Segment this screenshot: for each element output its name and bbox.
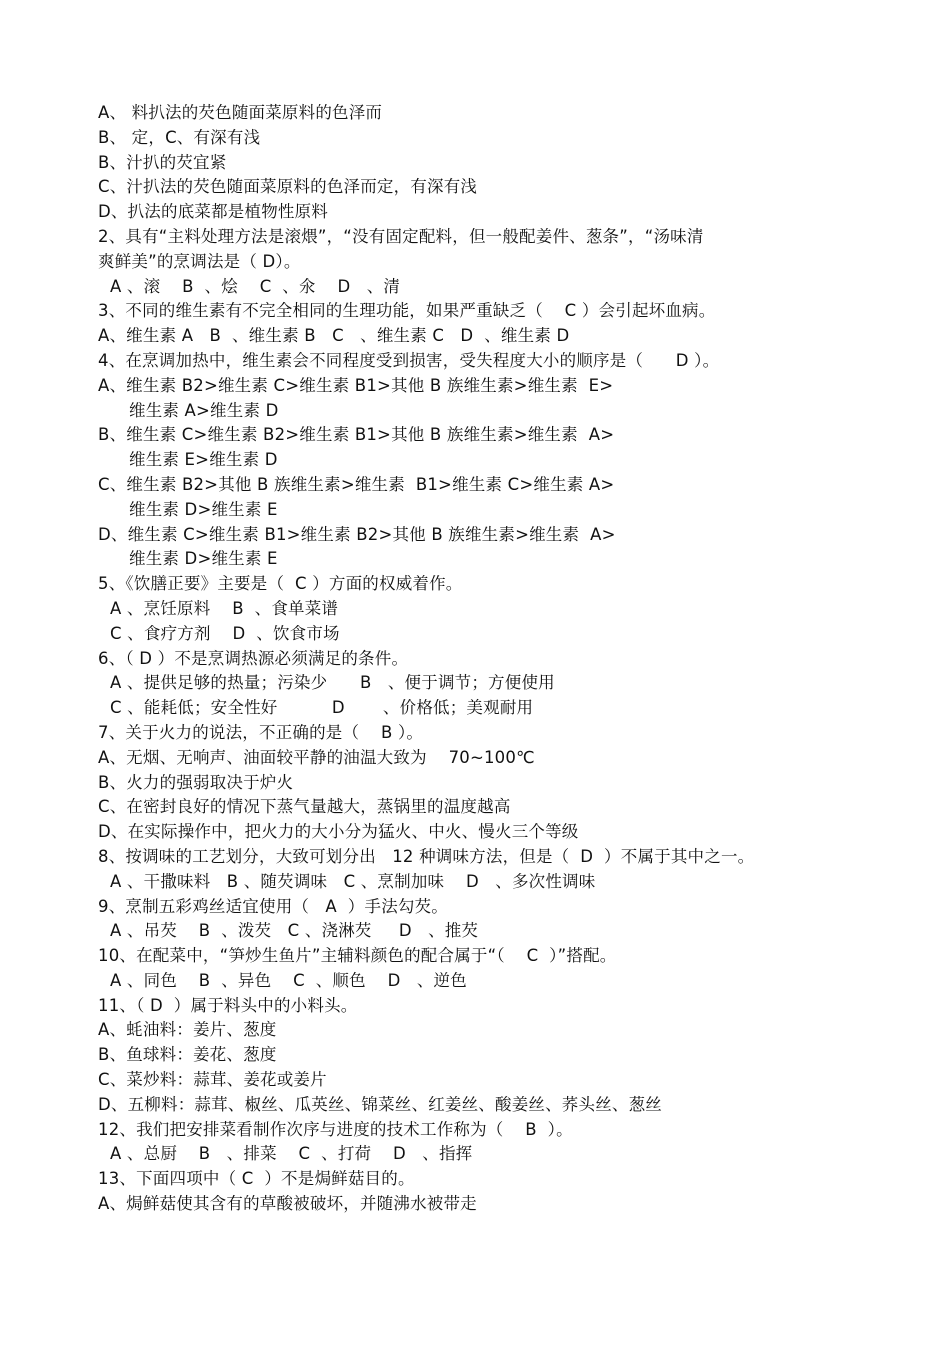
answer-option: A、无烟、无响声、油面较平静的油温大致为 70~100℃	[98, 747, 535, 767]
question-text: 5、《饮膳正要》主要是（ C ）方面的权威着作。	[98, 574, 463, 594]
answer-option-continued: 维生素 D>维生素 E	[129, 499, 278, 519]
answer-option-continued: 维生素 E>维生素 D	[129, 450, 278, 470]
question-text: 12、我们把安排菜看制作次序与进度的技术工作称为（ B ）。	[98, 1119, 573, 1139]
text-line: A、 料扒法的芡色随面菜原料的色泽而	[98, 103, 383, 122]
answer-options: A 、烹饪原料 B 、食单菜谱	[110, 598, 339, 618]
question-text: 9、烹制五彩鸡丝适宜使用（ A ）手法勾芡。	[98, 896, 449, 916]
answer-option-continued: 维生素 D>维生素 E	[129, 549, 278, 569]
answer-options: A 、总厨 B 、排菜 C 、打荷 D 、指挥	[110, 1144, 473, 1164]
answer-option: B、火力的强弱取决于炉火	[98, 772, 294, 792]
answer-options: A 、干撒味料 B 、随芡调味 C 、烹制加味 D 、多次性调味	[110, 871, 596, 891]
text-line: C、汁扒法的芡色随面菜原料的色泽而定，有深有浅	[98, 177, 478, 197]
question-text: 6、（ D ）不是烹调热源必须满足的条件。	[98, 648, 409, 668]
question-list	[98, 101, 878, 1217]
question-text: 2、具有“主料处理方法是滚煨”，“没有固定配料，但一般配姜件、葱条”，“汤味清	[98, 226, 704, 246]
answer-option: C、维生素 B2>其他 B 族维生素>维生素 B1>维生素 C>维生素 A>	[98, 474, 615, 494]
text-line: B、 定，C、有深有浅	[98, 127, 261, 147]
answer-options: A 、滚 B 、烩 C 、氽 D 、清	[110, 276, 401, 296]
answer-options: A 、吊芡 B 、泼芡 C 、浇淋芡 D 、推芡	[110, 921, 479, 941]
answer-option-continued: 维生素 A>维生素 D	[129, 400, 279, 420]
text-line: B、汁扒的芡宜紧	[98, 152, 227, 172]
answer-options: A 、提供足够的热量；污染少 B 、便于调节；方便使用	[110, 673, 555, 693]
answer-option: D、维生素 C>维生素 B1>维生素 B2>其他 B 族维生素>维生素 A>	[98, 524, 616, 544]
answer-options: A 、同色 B 、异色 C 、顺色 D 、逆色	[110, 970, 467, 990]
text-line: D、扒法的底菜都是植物性原料	[98, 202, 329, 222]
question-text: 10、在配菜中，“笋炒生鱼片”主辅料颜色的配合属于“（ C ）”搭配。	[98, 946, 617, 966]
answer-option: A、焗鲜菇使其含有的草酸被破坏，并随沸水被带走	[98, 1194, 477, 1214]
answer-option: C、在密封良好的情况下蒸气量越大，蒸锅里的温度越高	[98, 797, 511, 817]
answer-option: B、鱼球料：姜花、葱度	[98, 1045, 277, 1065]
question-text: 13、下面四项中（ C ）不是焗鲜菇目的。	[98, 1169, 415, 1189]
answer-option: D、五柳料：蒜茸、椒丝、瓜英丝、锦菜丝、红姜丝、酸姜丝、荞头丝、葱丝	[98, 1094, 663, 1114]
question-text: 11、（ D ）属于料头中的小料头。	[98, 995, 358, 1015]
answer-option: C、菜炒料：蒜茸、姜花或姜片	[98, 1070, 327, 1090]
answer-option: A、维生素 B2>维生素 C>维生素 B1>其他 B 族维生素>维生素 E>	[98, 375, 614, 395]
answer-option: D、在实际操作中，把火力的大小分为猛火、中火、慢火三个等级	[98, 822, 579, 842]
question-text: 8、按调味的工艺划分，大致可划分出 12 种调味方法，但是（ D ）不属于其中之一。	[98, 846, 755, 866]
answer-options: A、维生素 A B 、维生素 B C 、维生素 C D 、维生素 D	[98, 326, 570, 346]
answer-options: C 、食疗方剂 D 、饮食市场	[110, 623, 340, 643]
answer-option: A、蚝油料：姜片、葱度	[98, 1020, 277, 1040]
question-text: 7、关于火力的说法，不正确的是（ B ）。	[98, 722, 424, 742]
question-text: 3、不同的维生素有不完全相同的生理功能，如果严重缺乏（ C ）会引起坏血病。	[98, 301, 716, 321]
question-text: 爽鲜美”的烹调法是（ D）。	[98, 251, 301, 271]
answer-option: B、维生素 C>维生素 B2>维生素 B1>其他 B 族维生素>维生素 A>	[98, 425, 615, 445]
answer-options: C 、能耗低；安全性好 D 、价格低；美观耐用	[110, 698, 534, 718]
question-text: 4、在烹调加热中，维生素会不同程度受到损害，受失程度大小的顺序是（ D ）。	[98, 350, 720, 370]
